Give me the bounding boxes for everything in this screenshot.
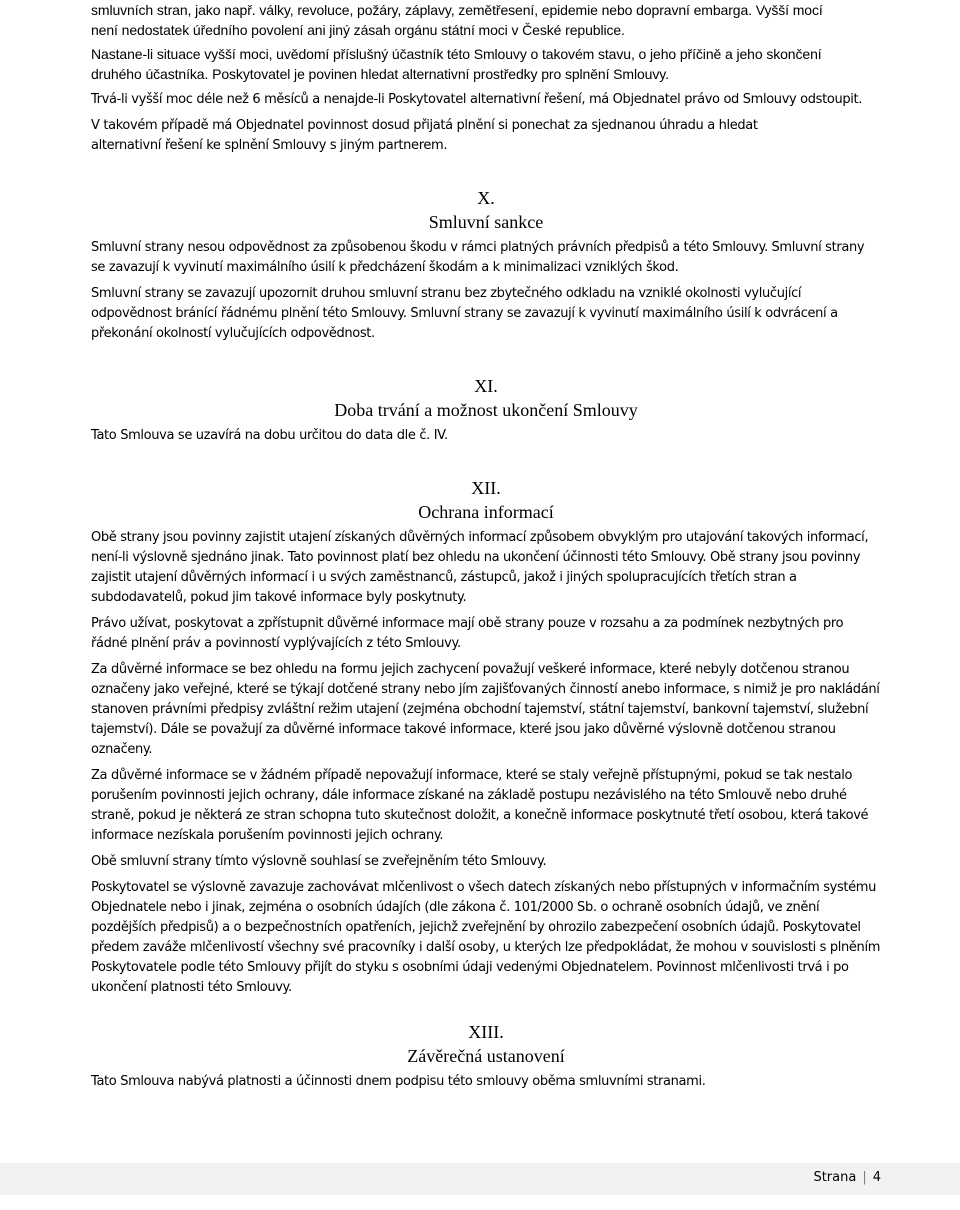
section-number: XI. — [474, 376, 498, 396]
section-xiii — [91, 1020, 881, 1092]
document-page — [91, 0, 881, 1098]
footer-label: Strana — [813, 1170, 857, 1185]
intro-force-majeure-text: smluvních stran, jako např. války, revoluce, požáry, záplavy, zemětřesení, epidemie nebo dopravní embarga. Vyšší mocí není nedostatek úředního povolení ani jiný zásah orgánu státní moci v České republice. — [91, 2, 823, 38]
page-number-label — [813, 1170, 881, 1185]
intro-notice-text: Nastane-li situace vyšší moci, uvědomí příslušný účastník této Smlouvy o takovém stavu, o jeho příčině a jeho skončení druhého účastníka. — [91, 46, 822, 82]
section-number: X. — [477, 188, 495, 208]
section-title: Smluvní sankce — [428, 212, 544, 232]
intro-alternative-text: Poskytovatel je povinen hledat alternativní prostředky pro splnění Smlouvy. — [212, 66, 669, 82]
section-paragraph: Právo užívat, poskytovat a zpřístupnit důvěrné informace mají obě strany pouze v rozsahu a za podmínek nezbytných pro řádné plnění práv a povinností vyplývajících z této Smlouvy. — [91, 616, 844, 651]
section-paragraph: Tato Smlouva se uzavírá na dobu určitou do data dle č. IV. — [91, 428, 448, 443]
footer-page-number: 4 — [872, 1170, 881, 1185]
intro-paragraph-consequence: V takovém případě má Objednatel povinnost dosud přijatá plnění si ponechat za sjednanou úhradu a hledat alternativní řešení ke splnění Smlouvy s jiným partnerem. — [91, 118, 758, 153]
intro-paragraph-withdrawal: Trvá-li vyšší moc déle než 6 měsíců a nenajde-li Poskytovatel alternativní řešení, má Objednatel právo od Smlouvy odstoupit. — [91, 92, 863, 107]
section-number: XII. — [471, 478, 501, 498]
section-title: Ochrana informací — [418, 502, 554, 522]
section-paragraph: Tato Smlouva nabývá platnosti a účinnosti dnem podpisu této smlouvy oběma smluvními stranami. — [91, 1074, 706, 1089]
page-footer — [0, 1163, 960, 1195]
section-title: Závěrečná ustanovení — [407, 1046, 565, 1066]
footer-separator: | — [862, 1170, 867, 1185]
section-xi — [91, 374, 881, 446]
section-paragraph: Obě smluvní strany tímto výslovně souhlasí se zveřejněním této Smlouvy. — [91, 854, 547, 869]
section-paragraph: Poskytovatel se výslovně zavazuje zachovávat mlčenlivost o všech datech získaných nebo přístupných v informačním systému Objednatele nebo i jinak, zejména o osobních údajích (dle zákona č. 101/2000 Sb. o ochraně osobních údajů, ve znění pozdějších předpisů) a o bezpečnostních opatřeních, jejichž zveřejnění by ohrozilo zabezpečení osobních údajů. Poskytovatel předem zaváže mlčenlivostí všechny své pracovníky i další osoby, u kterých lze předpokládat, že mohou v souvislosti s plněním Poskytovatele podle této Smlouvy přijít do styku s osobními údaji vedenými Objednatelem. Povinnost mlčenlivosti trvá i po ukončení platnosti této Smlouvy. — [91, 880, 881, 995]
section-x — [91, 186, 881, 344]
section-number: XIII. — [468, 1022, 504, 1042]
section-paragraph: Obě strany jsou povinny zajistit utajení získaných důvěrných informací způsobem obvyklým pro utajování takových informací, není-li výslovně sjednáno jinak. Tato povinnost platí bez ohledu na ukončení účinnosti této Smlouvy. Obě strany jsou povinny zajistit utajení důvěrných informací i u svých zaměstnanců, zástupců, jakož i jiných spolupracujících třetích stran a subdodavatelů, pokud jim takové informace byly poskytnuty. — [91, 530, 869, 605]
section-paragraph: Za důvěrné informace se v žádném případě nepovažují informace, které se staly veřejně přístupnými, pokud se tak nestalo porušením povinnosti jejich ochrany, dále informace získané na základě postupu nezávislého na této Smlouvě nebo druhé straně, pokud je některá ze stran schopna tuto skutečnost doložit, a konečně informace poskytnuté třetí osobou, která takové informace nezískala porušením povinnosti jejich ochrany. — [91, 768, 869, 843]
section-paragraph: Smluvní strany nesou odpovědnost za způsobenou škodu v rámci platných právních předpisů a této Smlouvy. Smluvní strany se zavazují k vyvinutí maximálního úsilí k předcházení škodám a k minimalizaci vzniklých škod. — [91, 240, 865, 275]
section-xii — [91, 476, 881, 998]
section-paragraph: Za důvěrné informace se bez ohledu na formu jejich zachycení považují veškeré informace, které nebyly dotčenou stranou označeny jako veřejné, které se týkají dotčené strany nebo jím zajišťovaných činností anebo informace, s nimiž je pro nakládání stanoven právními předpisy zvláštní režim utajení (zejména obchodní tajemství, státní tajemství, bankovní tajemství, služební tajemství). Dále se považují za důvěrné informace takové informace, které jsou jako důvěrné výslovně dotčenou stranou označeny. — [91, 662, 880, 757]
section-title: Doba trvání a možnost ukončení Smlouvy — [334, 400, 638, 420]
section-paragraph: Smluvní strany se zavazují upozornit druhou smluvní stranu bez zbytečného odkladu na vzniklé okolnosti vylučující odpovědnost bránící řádnému plnění této Smlouvy. Smluvní strany se zavazují k vyvinutí maximálního úsilí k odvrácení a překonání okolností vylučujících odpovědnost. — [91, 286, 838, 341]
intro-paragraph-notice — [91, 44, 876, 84]
